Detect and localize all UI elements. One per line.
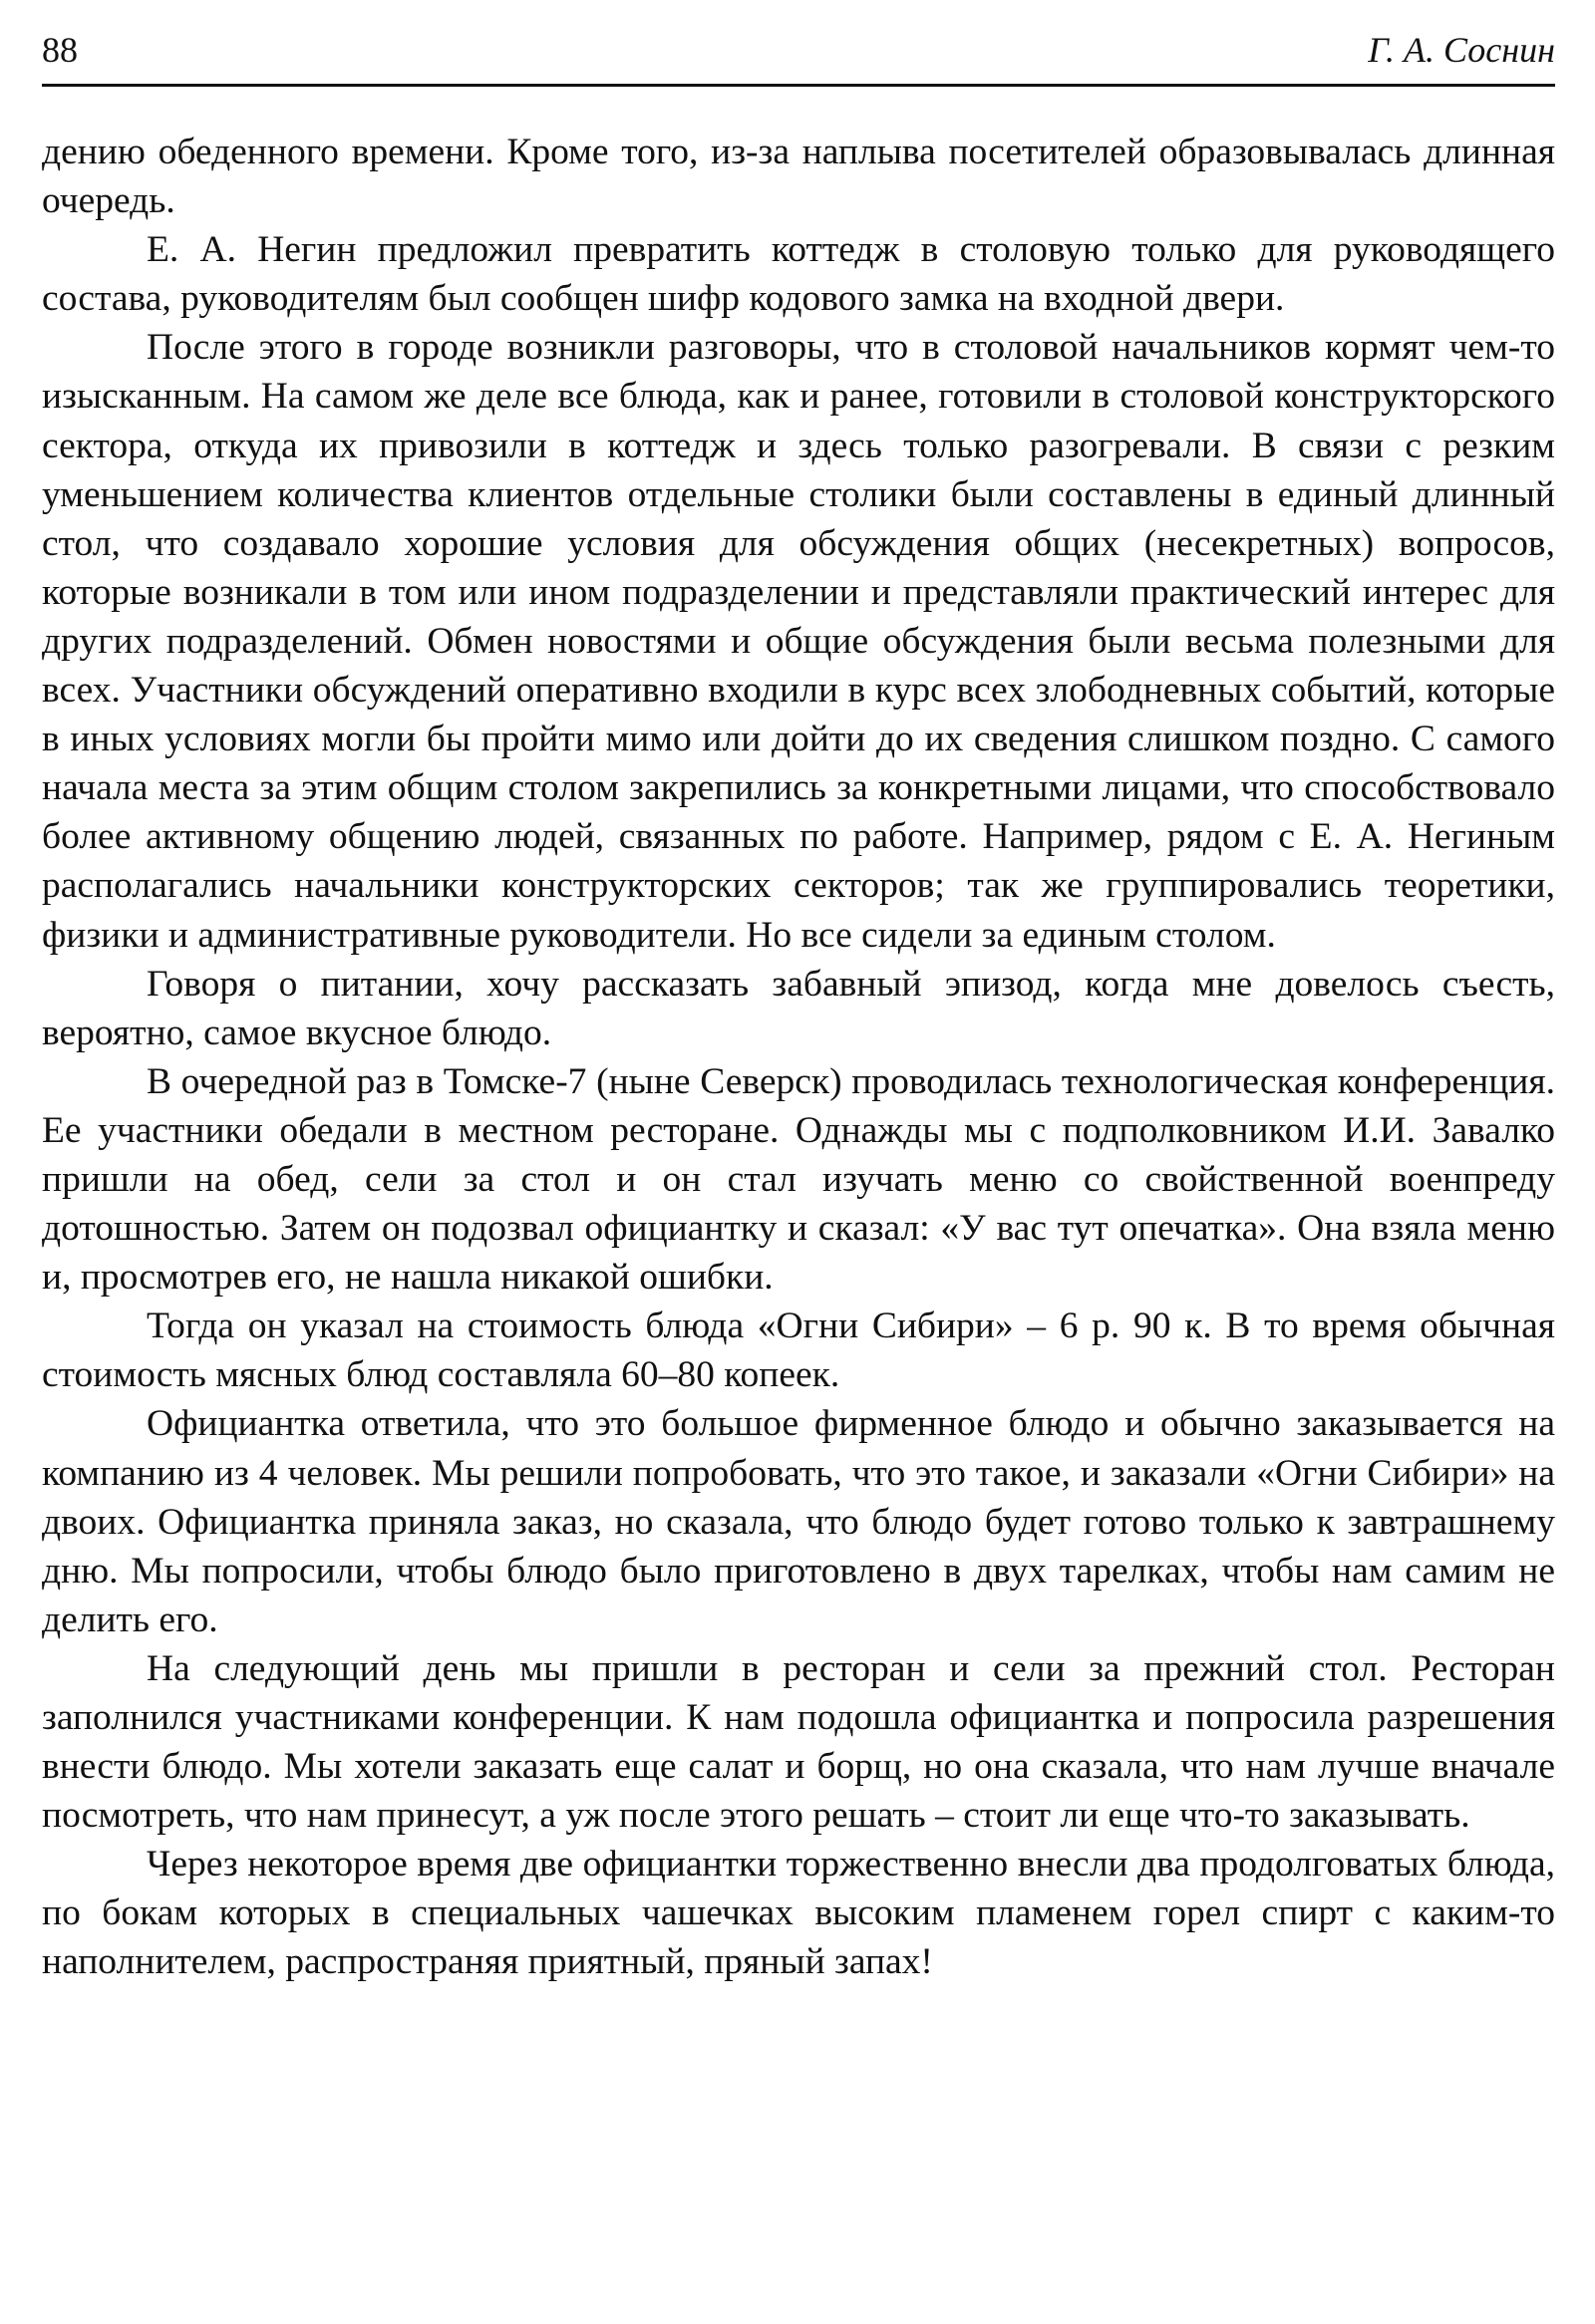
paragraph: В очередной раз в Томске-7 (ныне Северск) проводилась технологическая конференция. Ее участники обедали в местном ресторане. Однажды мы с подполковником И.И. Завалко пришли на обед, сели за стол и он стал изучать меню со свойственной военпреду дотошностью. Затем он подозвал официантку и сказал: «У вас тут опечатка». Она взяла меню и, просмотрев его, не нашла никакой ошибки. — [42, 1060, 1555, 1299]
paragraph: На следующий день мы пришли в ресторан и сели за прежний стол. Ресторан заполнился участниками конференции. К нам подошла официантка и попросила разрешения внести блюдо. Мы хотели заказать еще салат и борщ, но она сказала, что нам лучше вначале посмотреть, что нам принесут, а уж после этого решать – стоит ли еще что-то заказывать. — [42, 1647, 1555, 1837]
author-name: Г. А. Соснин — [1368, 30, 1555, 70]
paragraph: Е. А. Негин предложил превратить коттедж в столовую только для руководящего состава, руководителям был сообщен шифр кодового замка на входной двери. — [42, 229, 1555, 320]
paragraph: Официантка ответила, что это большое фирменное блюдо и обычно заказывается на компанию из 4 человек. Мы решили попробовать, что это такое, и заказали «Огни Сибири» на двоих. Официантка приняла заказ, но сказала, что блюдо будет готово только к завтрашнему дню. Мы попросили, чтобы блюдо было приготовлено в двух тарелках, чтобы нам самим не делить его. — [42, 1403, 1555, 1640]
paragraph: Тогда он указал на стоимость блюда «Огни Сибири» – 6 р. 90 к. В то время обычная стоимость мясных блюд составляла 60–80 копеек. — [42, 1306, 1555, 1396]
paragraph: Говоря о питании, хочу рассказать забавный эпизод, когда мне довелось съесть, вероятно, самое вкусное блюдо. — [42, 963, 1555, 1053]
body-text — [42, 128, 1555, 1987]
running-header — [42, 24, 1555, 87]
paragraph: После этого в городе возникли разговоры, что в столовой начальников кормят чем-то изысканным. На самом же деле все блюда, как и ранее, готовили в столовой конструкторского сектора, откуда их привозили в коттедж и здесь только разогревали. В связи с резким уменьшением количества клиентов отдельные столики были составлены в единый длинный стол, что создавало хорошие условия для обсуждения общих (несекретных) вопросов, которые возникали в том или ином подразделении и представляли практический интерес для других подразделений. Обмен новостями и общие обсуждения были весьма полезными для всех. Участники обсуждений оперативно входили в курс всех злободневных событий, которые в иных условиях могли бы пройти мимо или дойти до их сведения слишком поздно. С самого начала места за этим общим столом закрепились за конкретными лицами, что способствовало более активному общению людей, связанных по работе. Например, рядом с Е. А. Негиным располагались начальники конструкторских секторов; так же группировались теоретики, физики и административные руководители. Но все сидели за единым столом. — [42, 327, 1555, 956]
page-number: 88 — [42, 30, 78, 70]
paragraph: Через некоторое время две официантки торжественно внесли два продолговатых блюда, по бокам которых в специальных чашечках высоким пламенем горел спирт с каким-то наполнителем, распространяя приятный, пряный запах! — [42, 1844, 1555, 1983]
paragraph-continued: дению обеденного времени. Кроме того, из-за наплыва посетителей образовывалась длинная очередь. — [42, 132, 1555, 222]
